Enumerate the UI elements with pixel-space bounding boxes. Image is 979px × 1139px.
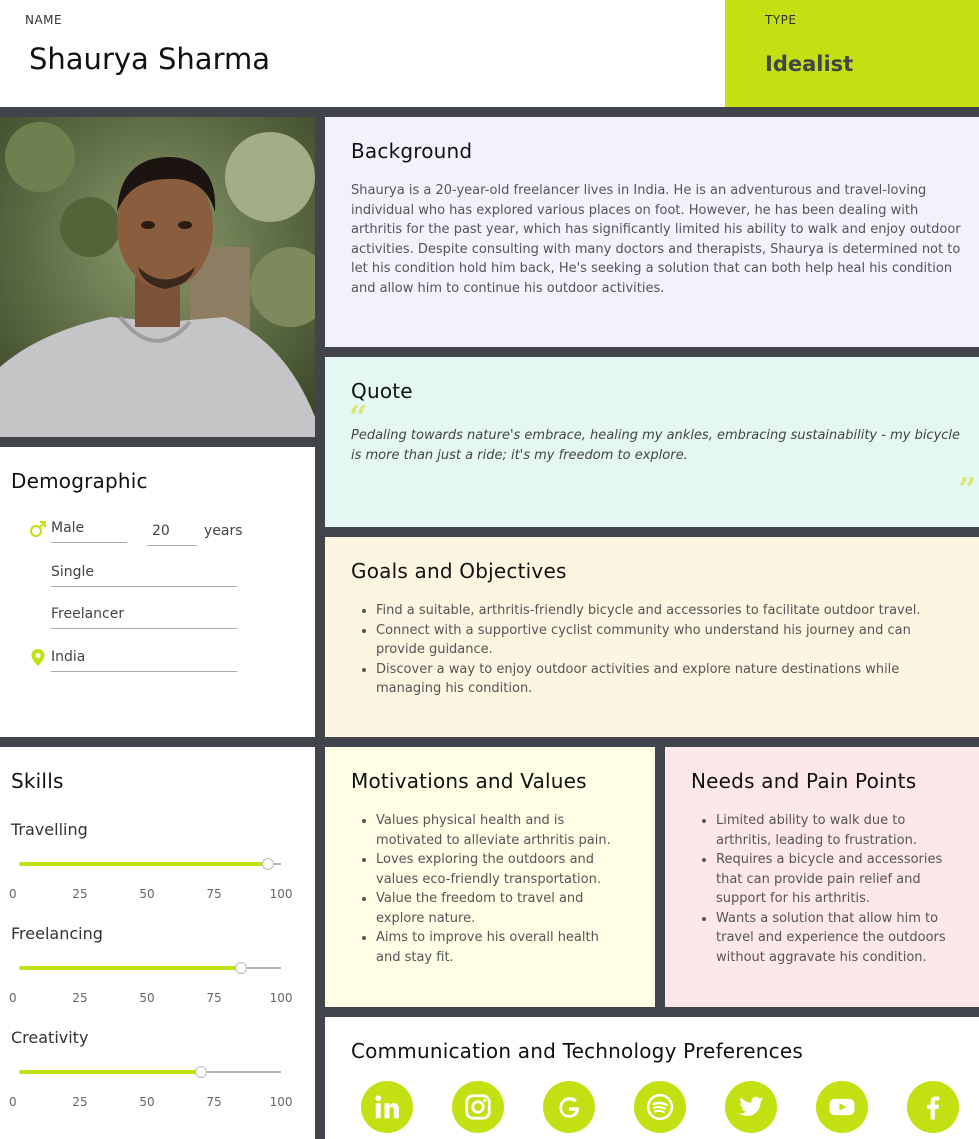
motivations-list [351, 811, 623, 967]
list-item: • Requires a bicycle and accessories that can provide pain relief and support for his arthritis. [716, 850, 961, 909]
age-field: 20 [147, 523, 197, 546]
skills-title: Skills [11, 769, 64, 793]
header-type-panel [725, 0, 979, 107]
demographic-title: Demographic [11, 469, 148, 493]
skill-tick-label: 100 [269, 887, 293, 901]
facebook-icon[interactable] [907, 1081, 959, 1133]
instagram-icon[interactable] [452, 1081, 504, 1133]
status-field: Single [51, 564, 237, 587]
needs-panel [665, 747, 979, 1007]
goals-title: Goals and Objectives [351, 559, 567, 583]
persona-name: Shaurya Sharma [29, 42, 271, 76]
skill-tick-label: 75 [206, 1095, 222, 1109]
list-item: • Aims to improve his overall health and stay fit. [376, 928, 623, 967]
spotify-icon[interactable] [634, 1081, 686, 1133]
motivations-panel [325, 747, 655, 1007]
name-label: NAME [25, 13, 63, 27]
list-item: • Wants a solution that allow him to travel and experience the outdoors without aggravate his condition. [716, 909, 961, 968]
needs-list [691, 811, 961, 967]
skill-tick-label: 50 [139, 1095, 155, 1109]
list-item: • Discover a way to enjoy outdoor activities and explore nature destinations while managing his condition. [376, 660, 951, 699]
needs-title: Needs and Pain Points [691, 769, 917, 793]
skill-slider-knob[interactable] [262, 858, 274, 870]
skill-tick-label: 50 [139, 991, 155, 1005]
skill-slider-fill [19, 1070, 201, 1074]
skill-tick-label: 75 [206, 887, 222, 901]
communication-panel [325, 1017, 979, 1139]
goals-list [351, 601, 951, 699]
list-item: • Find a suitable, arthritis-friendly bicycle and accessories to facilitate outdoor travel. [376, 601, 951, 621]
skill-tick-label: 25 [72, 991, 88, 1005]
skill-tick-label: 0 [9, 887, 17, 901]
location-pin-icon [30, 648, 46, 672]
skill-tick-label: 100 [269, 1095, 293, 1109]
list-item: • Limited ability to walk due to arthritis, leading to frustration. [716, 811, 961, 850]
quote-text: Pedaling towards nature's embrace, healing my ankles, embracing sustainability - my bicycle is more than just a ride; it's my freedom to explore. [351, 428, 961, 463]
list-item: • Loves exploring the outdoors and values eco-friendly transportation. [376, 850, 623, 889]
twitter-icon[interactable] [725, 1081, 777, 1133]
background-panel [325, 117, 979, 347]
google-icon[interactable] [543, 1081, 595, 1133]
skill-slider-knob[interactable] [195, 1066, 207, 1078]
age-unit: years [204, 523, 243, 539]
skill-slider-knob[interactable] [235, 962, 247, 974]
quote-title: Quote [351, 379, 413, 403]
skill-tick-label: 0 [9, 1095, 17, 1109]
skill-name: Freelancing [11, 924, 103, 943]
goals-panel [325, 537, 979, 737]
skill-name: Travelling [11, 820, 88, 839]
male-icon [29, 520, 47, 543]
persona-type: Idealist [765, 52, 854, 76]
list-item: • Values physical health and is motivated to alleviate arthritis pain. [376, 811, 623, 850]
communication-title: Communication and Technology Preferences [351, 1039, 803, 1063]
linkedin-icon[interactable] [361, 1081, 413, 1133]
skill-slider-fill [19, 966, 241, 970]
background-text: Shaurya is a 20-year-old freelancer lives in India. He is an adventurous and travel-loving individual who has explored various places on foot. However, he has been dealing with arthritis for the past year, which has significantly limited his ability to walk and enjoy outdoor activities. Despite consulting with many doctors and therapists, Shaurya is determined not to let his condition hold him back, He's seeking a solution that can both help heal his condition and allow him to continue his outdoor activities. [351, 183, 961, 296]
skill-name: Creativity [11, 1028, 89, 1047]
location-field: India [51, 649, 237, 672]
header-name-panel [0, 0, 725, 107]
skills-panel [0, 747, 315, 1139]
skill-tick-label: 0 [9, 991, 17, 1005]
skill-tick-label: 25 [72, 887, 88, 901]
quote-panel [325, 357, 979, 527]
skill-tick-label: 100 [269, 991, 293, 1005]
gender-field: Male [51, 520, 127, 543]
skill-slider-fill [19, 862, 268, 866]
background-title: Background [351, 139, 473, 163]
youtube-icon[interactable] [816, 1081, 868, 1133]
skill-tick-label: 75 [206, 991, 222, 1005]
list-item: • Value the freedom to travel and explore nature. [376, 889, 623, 928]
motivations-title: Motivations and Values [351, 769, 587, 793]
close-quote-icon: ” [958, 470, 977, 508]
type-label: TYPE [765, 13, 797, 27]
person-photo-icon [0, 117, 315, 437]
open-quote-icon: “ [349, 398, 368, 436]
demographic-panel [0, 447, 315, 737]
list-item: • Connect with a supportive cyclist community who understand his journey and can provide guidance. [376, 621, 951, 660]
skill-tick-label: 25 [72, 1095, 88, 1109]
occupation-field: Freelancer [51, 606, 237, 629]
skill-tick-label: 50 [139, 887, 155, 901]
profile-photo [0, 117, 315, 437]
